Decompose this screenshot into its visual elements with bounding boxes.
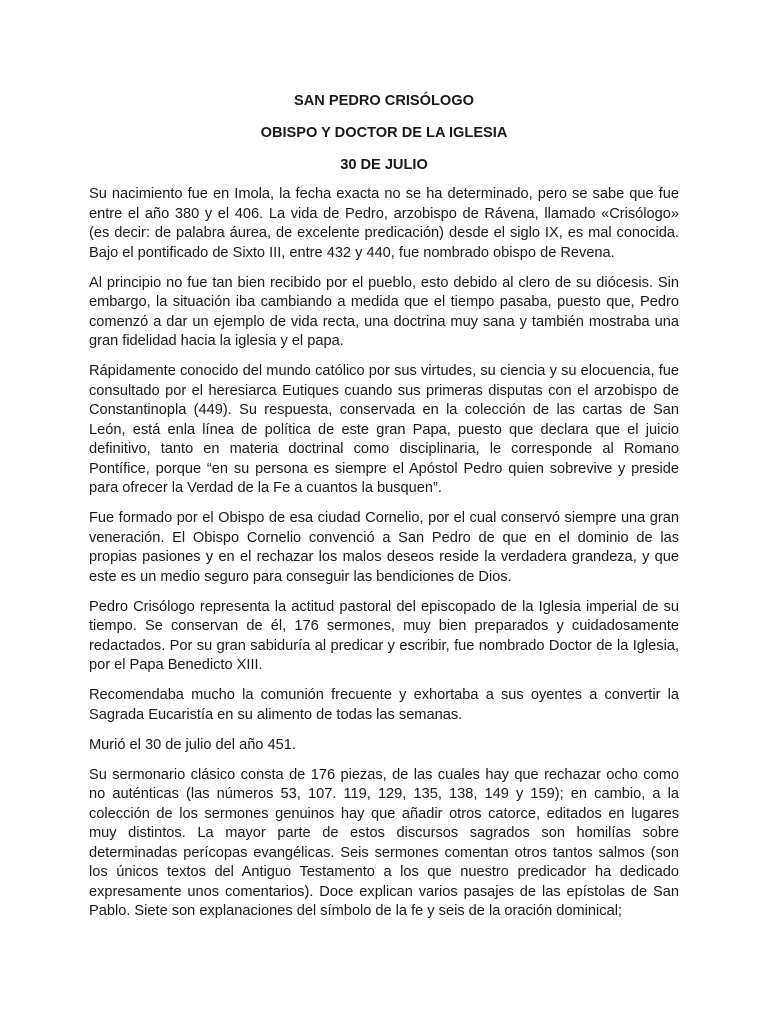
paragraph-renown: Rápidamente conocido del mundo católico por sus virtudes, su ciencia y su elocuencia, fue consultado por el heresiarca Eutiques cuando sus primeras disputas con el arzobispo de Constantinopla (449). Su respuesta, conservada en la colección de las cartas de San León, está enla línea de política de este gran Papa, puesto que declara que el juicio definitivo, tanto en materia doctrinal como disciplinaria, le corresponde al Romano Pontífice, porque “en su persona es siempre el Apóstol Pedro quien sobrevive y preside para ofrecer la Verdad de la Fe a cuantos la busquen”. — [89, 363, 679, 496]
paragraph-pastoral: Pedro Crisólogo representa la actitud pastoral del episcopado de la Iglesia imperial de su tiempo. Se conservan de él, 176 sermones, muy bien preparados y cuidadosamente redactados. Por su gran sabiduría al predicar y escribir, fue nombrado Doctor de la Iglesia, por el Papa Benedicto XIII. — [89, 598, 679, 673]
feast-date: 30 DE JULIO — [340, 157, 428, 173]
paragraph-formation: Fue formado por el Obispo de esa ciudad Cornelio, por el cual conservó siempre una gran veneración. El Obispo Cornelio convenció a San Pedro de que en el dominio de las propias pasiones y en el rechazar los malos deseos reside la verdadera grandeza, y que este es un medio seguro para conseguir las bendiciones de Dios. — [89, 510, 679, 585]
paragraph-communion: Recomendaba mucho la comunión frecuente y exhortaba a sus oyentes a convertir la Sagrada Eucaristía en su alimento de todas las semanas. — [89, 687, 679, 723]
paragraph-sermons: Su sermonario clásico consta de 176 piezas, de las cuales hay que rechazar ocho como no auténticas (las números 53, 107. 119, 129, 135, 138, 149 y 159); en cambio, a la colección de los sermones genuinos hay que añadir otros catorce, editados en lugares muy distintos. La mayor parte de estos discursos sagrados son homilías sobre determinadas perícopas evangélicas. Seis sermones comentan otros tantos salmos (son los únicos textos del Antiguo Testamento a los que nuestro predicador ha dedicado expresamente unos comentarios). Doce explican varios pasajes de las epístolas de San Pablo. Siete son explanaciones del símbolo de la fe y seis de la oración dominical; — [89, 766, 679, 919]
document-subtitle: OBISPO Y DOCTOR DE LA IGLESIA — [260, 125, 508, 141]
paragraph-birth: Su nacimiento fue en Imola, la fecha exacta no se ha determinado, pero se sabe que fue entre el año 380 y el 406. La vida de Pedro, arzobispo de Rávena, llamado «Crisólogo» (es decir: de palabra áurea, de excelente predicación) desde el siglo IX, es mal conocida. Bajo el pontificado de Sixto III, entre 432 y 440, fue nombrado obispo de Revena. — [89, 186, 679, 261]
document-title: SAN PEDRO CRISÓLOGO — [293, 93, 474, 109]
document-page — [89, 92, 679, 932]
paragraph-reception: Al principio no fue tan bien recibido por el pueblo, esto debido al clero de su diócesis. Sin embargo, la situación iba cambiando a medida que el tiempo pasaba, puesto que, Pedro comenzó a dar un ejemplo de vida recta, una doctrina muy sana y también mostraba una gran fidelidad hacia la iglesia y el papa. — [89, 274, 679, 349]
paragraph-death: Murió el 30 de julio del año 451. — [89, 736, 296, 753]
